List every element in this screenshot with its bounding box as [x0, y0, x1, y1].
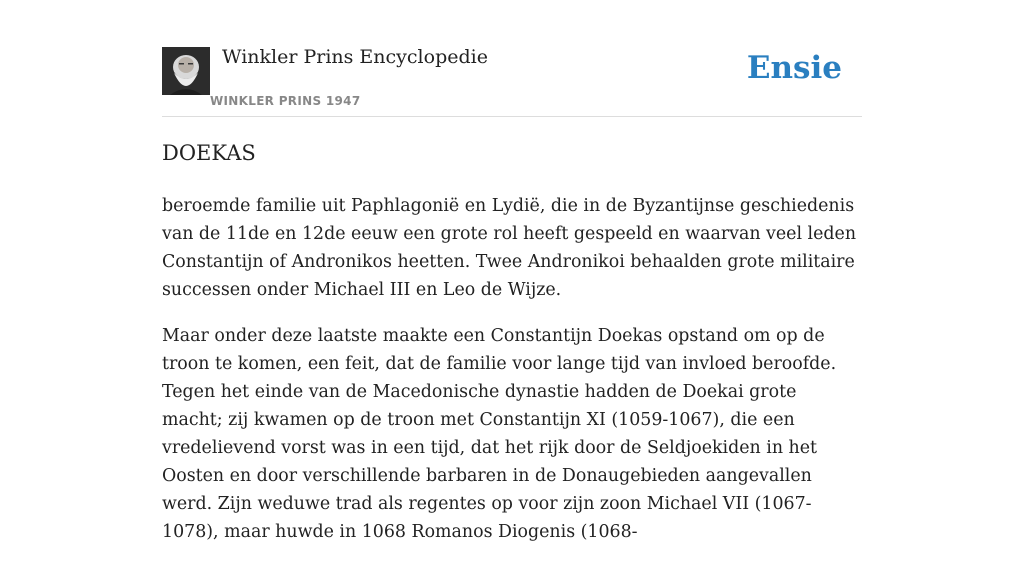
portrait-icon [162, 47, 210, 95]
entry-title: DOEKAS [162, 141, 256, 165]
site-header [162, 46, 862, 117]
site-subtitle[interactable]: WINKLER PRINS 1947 [210, 94, 361, 108]
body-paragraph: beroemde familie uit Paphlagonië en Lydië, die in de Byzantijnse geschiedenis van de 11de en 12de eeuw een grote rol heeft gespeeld en waarvan veel leden Constantijn of Andronikos heetten. Twee Andronikoi behaalden grote militaire successen onder Michael III en Leo de Wijze. [162, 196, 857, 300]
brand-logo[interactable]: Ensie [746, 50, 842, 86]
entry-body [162, 192, 862, 564]
site-title[interactable]: Winkler Prins Encyclopedie [222, 46, 488, 68]
avatar[interactable] [162, 47, 210, 95]
body-paragraph: Maar onder deze laatste maakte een Constantijn Doekas opstand om op de troon te komen, een feit, dat de familie voor lange tijd van invloed beroofde. Tegen het einde van de Macedonische dynastie hadden de Doekai grote macht; zij kwamen op de troon met Constantijn XI (1059-1067), die een vredelievend vorst was in een tijd, dat het rijk door de Seldjoekiden in het Oosten en door verschillende barbaren in de Donaugebieden aangevallen werd. Zijn weduwe trad als regentes op voor zijn zoon Michael VII (1067-1078), maar huwde in 1068 Romanos Diogenis (1068- [162, 326, 837, 542]
